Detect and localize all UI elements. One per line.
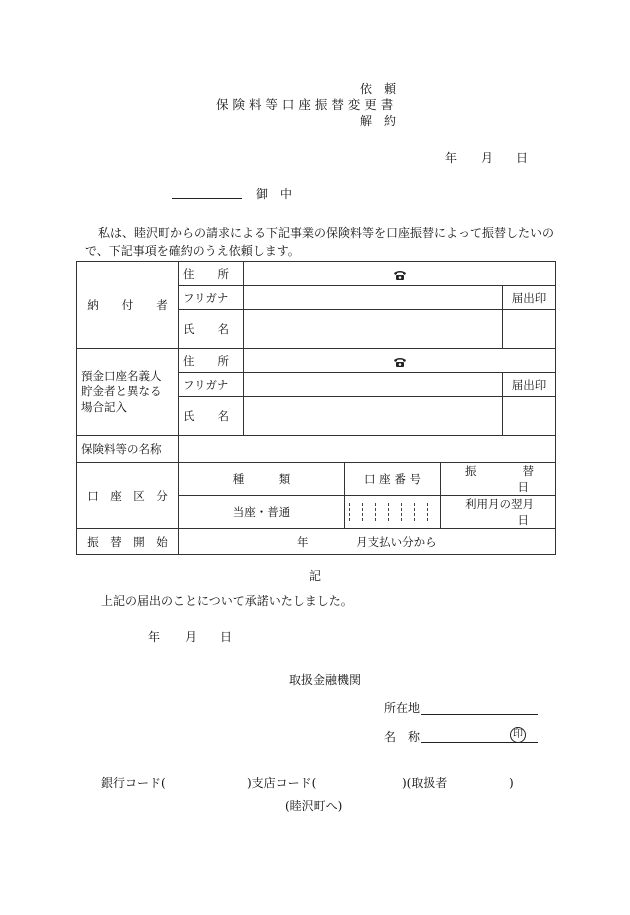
payer-furigana-field[interactable] (244, 286, 503, 310)
transfer-header: 振 替 (465, 464, 534, 478)
location-label: 所在地 (384, 701, 421, 715)
transfer-day-value: 日 (517, 513, 529, 527)
start-year: 年 (297, 534, 309, 549)
date-year: 年 (445, 151, 458, 165)
payer-address-field[interactable] (244, 262, 556, 286)
holder-address-label: 住 所 (179, 349, 244, 373)
holder-label-line-2: 貯金者と異なる (81, 384, 162, 399)
holder-name-label: 氏 名 (179, 397, 244, 436)
transfer-start-field[interactable] (179, 529, 556, 555)
request-form-table (76, 261, 556, 555)
consent-date-month: 月 (185, 630, 198, 644)
institution-name-label: 名 称 (384, 730, 421, 744)
account-number-header: 口 座 番 号 (345, 463, 441, 496)
account-number-digit-boxes (345, 501, 440, 523)
holder-furigana-label: フリガナ (179, 373, 244, 397)
transfer-header-cell (441, 463, 556, 496)
type-header: 種 類 (179, 463, 345, 496)
transfer-start-label: 振 替 開 始 (77, 529, 179, 555)
phone-icon (393, 357, 407, 367)
holder-furigana-field[interactable] (244, 373, 503, 397)
payer-seal-field[interactable] (503, 310, 556, 349)
holder-seal-field[interactable] (503, 397, 556, 436)
holder-name-field[interactable] (244, 397, 503, 436)
transfer-value-cell[interactable] (441, 496, 556, 529)
account-type-label: 口 座 区 分 (77, 463, 179, 529)
date-month: 月 (481, 151, 494, 165)
insurance-name-field[interactable] (179, 436, 556, 463)
consent-date-year: 年 (148, 630, 161, 644)
branch-code-label: )支店コード( (247, 776, 317, 790)
intro-line-2: で、下記事項を確約のうえ依頼します。 (85, 244, 300, 258)
addressee-suffix: 御 中 (256, 187, 293, 201)
bank-code-label: 銀行コード( (101, 776, 166, 790)
payer-furigana-label: フリガナ (179, 286, 244, 310)
payer-name-label: 氏 名 (179, 310, 244, 349)
to-town-label: (睦沢町へ) (285, 799, 343, 813)
account-type-value[interactable]: 当座・普通 (179, 496, 345, 529)
title-option-request: 依 頼 (360, 82, 397, 96)
holder-address-field[interactable] (244, 349, 556, 373)
holder-label-line-3: 場合記入 (81, 399, 127, 414)
handler-close: ) (509, 776, 514, 790)
phone-icon (393, 270, 407, 280)
handler-label: )(取扱者 (402, 776, 448, 790)
record-mark: 記 (309, 569, 322, 583)
seal-mark: 印 (510, 727, 526, 743)
seal-icon (510, 727, 526, 743)
page-title: 保 険 料 等 口 座 振 替 変 更 書 (216, 97, 394, 112)
payer-label: 納 付 者 (77, 262, 179, 349)
payer-seal-label: 届出印 (503, 286, 556, 310)
holder-label-line-1: 預金口座名義人 (81, 368, 162, 383)
consent-date-day: 日 (220, 630, 233, 644)
transfer-day-header: 日 (517, 480, 529, 494)
intro-line-1: 私は、睦沢町からの請求による下記事業の保険料等を口座振替によって振替したいの (98, 226, 555, 240)
insurance-name-label: 保険料等の名称 (77, 436, 179, 463)
account-number-field[interactable] (345, 496, 441, 529)
holder-seal-label: 届出印 (503, 373, 556, 397)
addressee-blank-line[interactable] (172, 198, 242, 199)
payer-address-label: 住 所 (179, 262, 244, 286)
transfer-value: 利用月の翌月 (465, 497, 534, 511)
title-option-cancel: 解 約 (360, 114, 397, 128)
consent-text: 上記の届出のことについて承諾いたしました。 (101, 594, 353, 608)
institution-label: 取扱金融機関 (289, 673, 362, 687)
date-day: 日 (516, 151, 529, 165)
location-field-line[interactable] (421, 714, 538, 715)
payer-name-field[interactable] (244, 310, 503, 349)
start-text: 月支払い分から (356, 534, 437, 549)
holder-label (77, 349, 179, 436)
